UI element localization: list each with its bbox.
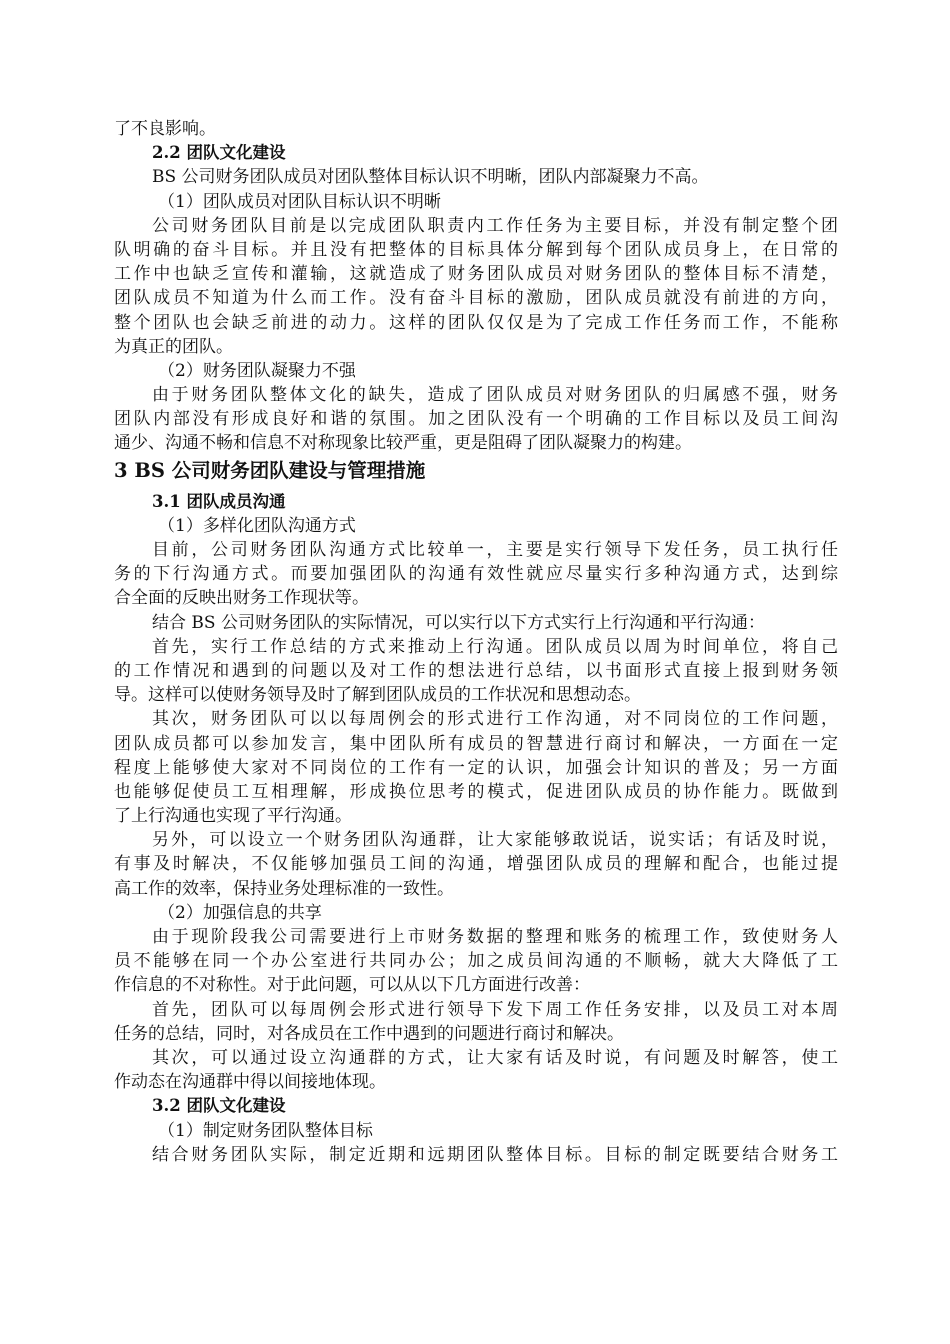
paragraph-line: 导。这样可以使财务领导及时了解到团队成员的工作状况和思想动态。 [114, 685, 641, 706]
paragraph-line: 了上行沟通也实现了平行沟通。 [114, 806, 352, 827]
paragraph-line: 的工作情况和遇到的问题以及对工作的想法进行总结，以书面形式直接上报到财务领 [114, 660, 838, 681]
paragraph-line: 通少、沟通不畅和信息不对称现象比较严重，更是阻碍了团队凝聚力的构建。 [114, 433, 692, 454]
paragraph-line: 员不能够在同一个办公室进行共同办公；加之成员间沟通的不顺畅，就大大降低了工 [114, 951, 838, 972]
paragraph-line: 队明确的奋斗目标。并且没有把整体的目标具体分解到每个团队成员身上，在日常的 [114, 239, 838, 260]
paragraph-line: 工作中也缺乏宣传和灌输，这就造成了财务团队成员对财务团队的整体目标不清楚， [114, 264, 838, 285]
paragraph-line: BS 公司财务团队成员对团队整体目标认识不明晰，团队内部凝聚力不高。 [152, 167, 709, 188]
document-body [114, 117, 838, 1167]
paragraph-line: 合全面的反映出财务工作现状等。 [114, 588, 369, 609]
paragraph-line: 了不良影响。 [114, 119, 216, 139]
subsection-heading: （2）财务团队凝聚力不强 [158, 360, 356, 381]
paragraph-line: 务的下行沟通方式。而要加强团队的沟通有效性就应尽量实行多种沟通方式，达到综 [114, 564, 838, 585]
paragraph-line: 也能够促使员工互相理解，形成换位思考的模式，促进团队成员的协作能力。既做到 [114, 781, 838, 802]
paragraph-line: 团队成员不知道为什么而工作。没有奋斗目标的激励，团队成员就没有前进的方向， [114, 288, 838, 309]
chapter-heading-3: 3 BS 公司财务团队建设与管理措施 [114, 458, 426, 482]
paragraph-line: 其次，可以通过设立沟通群的方式，让大家有话及时说，有问题及时解答，使工 [152, 1047, 838, 1068]
paragraph-line: 高工作的效率，保持业务处理标准的一致性。 [114, 878, 454, 899]
paragraph-line: 由于现阶段我公司需要进行上市财务数据的整理和账务的梳理工作，致使财务人 [152, 927, 838, 947]
paragraph-line: 作信息的不对称性。对于此问题，可以从以下几方面进行改善： [114, 975, 590, 996]
paragraph-line: 为真正的团队。 [114, 336, 233, 357]
subsection-heading: （2）加强信息的共享 [158, 902, 322, 923]
paragraph-line: 首先，实行工作总结的方式来推动上行沟通。团队成员以周为时间单位，将自己 [152, 636, 838, 657]
subsection-heading: （1）团队成员对团队目标认识不明晰 [158, 191, 441, 212]
paragraph-line: 结合财务团队实际，制定近期和远期团队整体目标。目标的制定既要结合财务工 [152, 1144, 838, 1165]
paragraph-line: 团队成员都可以参加发言，集中团队所有成员的智慧进行商讨和解决，一方面在一定 [114, 733, 838, 754]
paragraph-line: 作动态在沟通群中得以间接地体现。 [114, 1072, 386, 1093]
paragraph-line: 目前，公司财务团队沟通方式比较单一，主要是实行领导下发任务，员工执行任 [152, 540, 838, 560]
paragraph-line: 首先，团队可以每周例会形式进行领导下发下周工作任务安排，以及员工对本周 [152, 999, 838, 1020]
paragraph-line: 任务的总结，同时，对各成员在工作中遇到的问题进行商讨和解决。 [114, 1023, 624, 1044]
section-heading-2-2: 2.2 团队文化建设 [152, 143, 286, 163]
paragraph-line: 整个团队也会缺乏前进的动力。这样的团队仅仅是为了完成工作任务而工作，不能称 [114, 312, 838, 333]
subsection-heading: （1）多样化团队沟通方式 [158, 515, 356, 536]
paragraph-line: 结合 BS 公司财务团队的实际情况，可以实行以下方式实行上行沟通和平行沟通： [152, 612, 765, 633]
paragraph-line: 公司财务团队目前是以完成团队职责内工作任务为主要目标，并没有制定整个团 [152, 215, 838, 236]
paragraph-line: 另外，可以设立一个财务团队沟通群，让大家能够敢说话，说实话；有话及时说， [152, 830, 838, 851]
paragraph-line: 有事及时解决，不仅能够加强员工间的沟通，增强团队成员的理解和配合，也能过提 [114, 854, 838, 875]
paragraph-line: 由于财务团队整体文化的缺失，造成了团队成员对财务团队的归属感不强，财务 [152, 385, 838, 406]
paragraph-line: 其次，财务团队可以以每周例会的形式进行工作沟通，对不同岗位的工作问题， [152, 709, 838, 730]
section-heading-3-1: 3.1 团队成员沟通 [152, 491, 286, 511]
section-heading-3-2: 3.2 团队文化建设 [152, 1096, 286, 1116]
subsection-heading: （1）制定财务团队整体目标 [158, 1120, 373, 1141]
paragraph-line: 团队内部没有形成良好和谐的氛围。加之团队没有一个明确的工作目标以及员工间沟 [114, 409, 838, 430]
paragraph-line: 程度上能够使大家对不同岗位的工作有一定的认识，加强会计知识的普及；另一方面 [114, 757, 838, 778]
